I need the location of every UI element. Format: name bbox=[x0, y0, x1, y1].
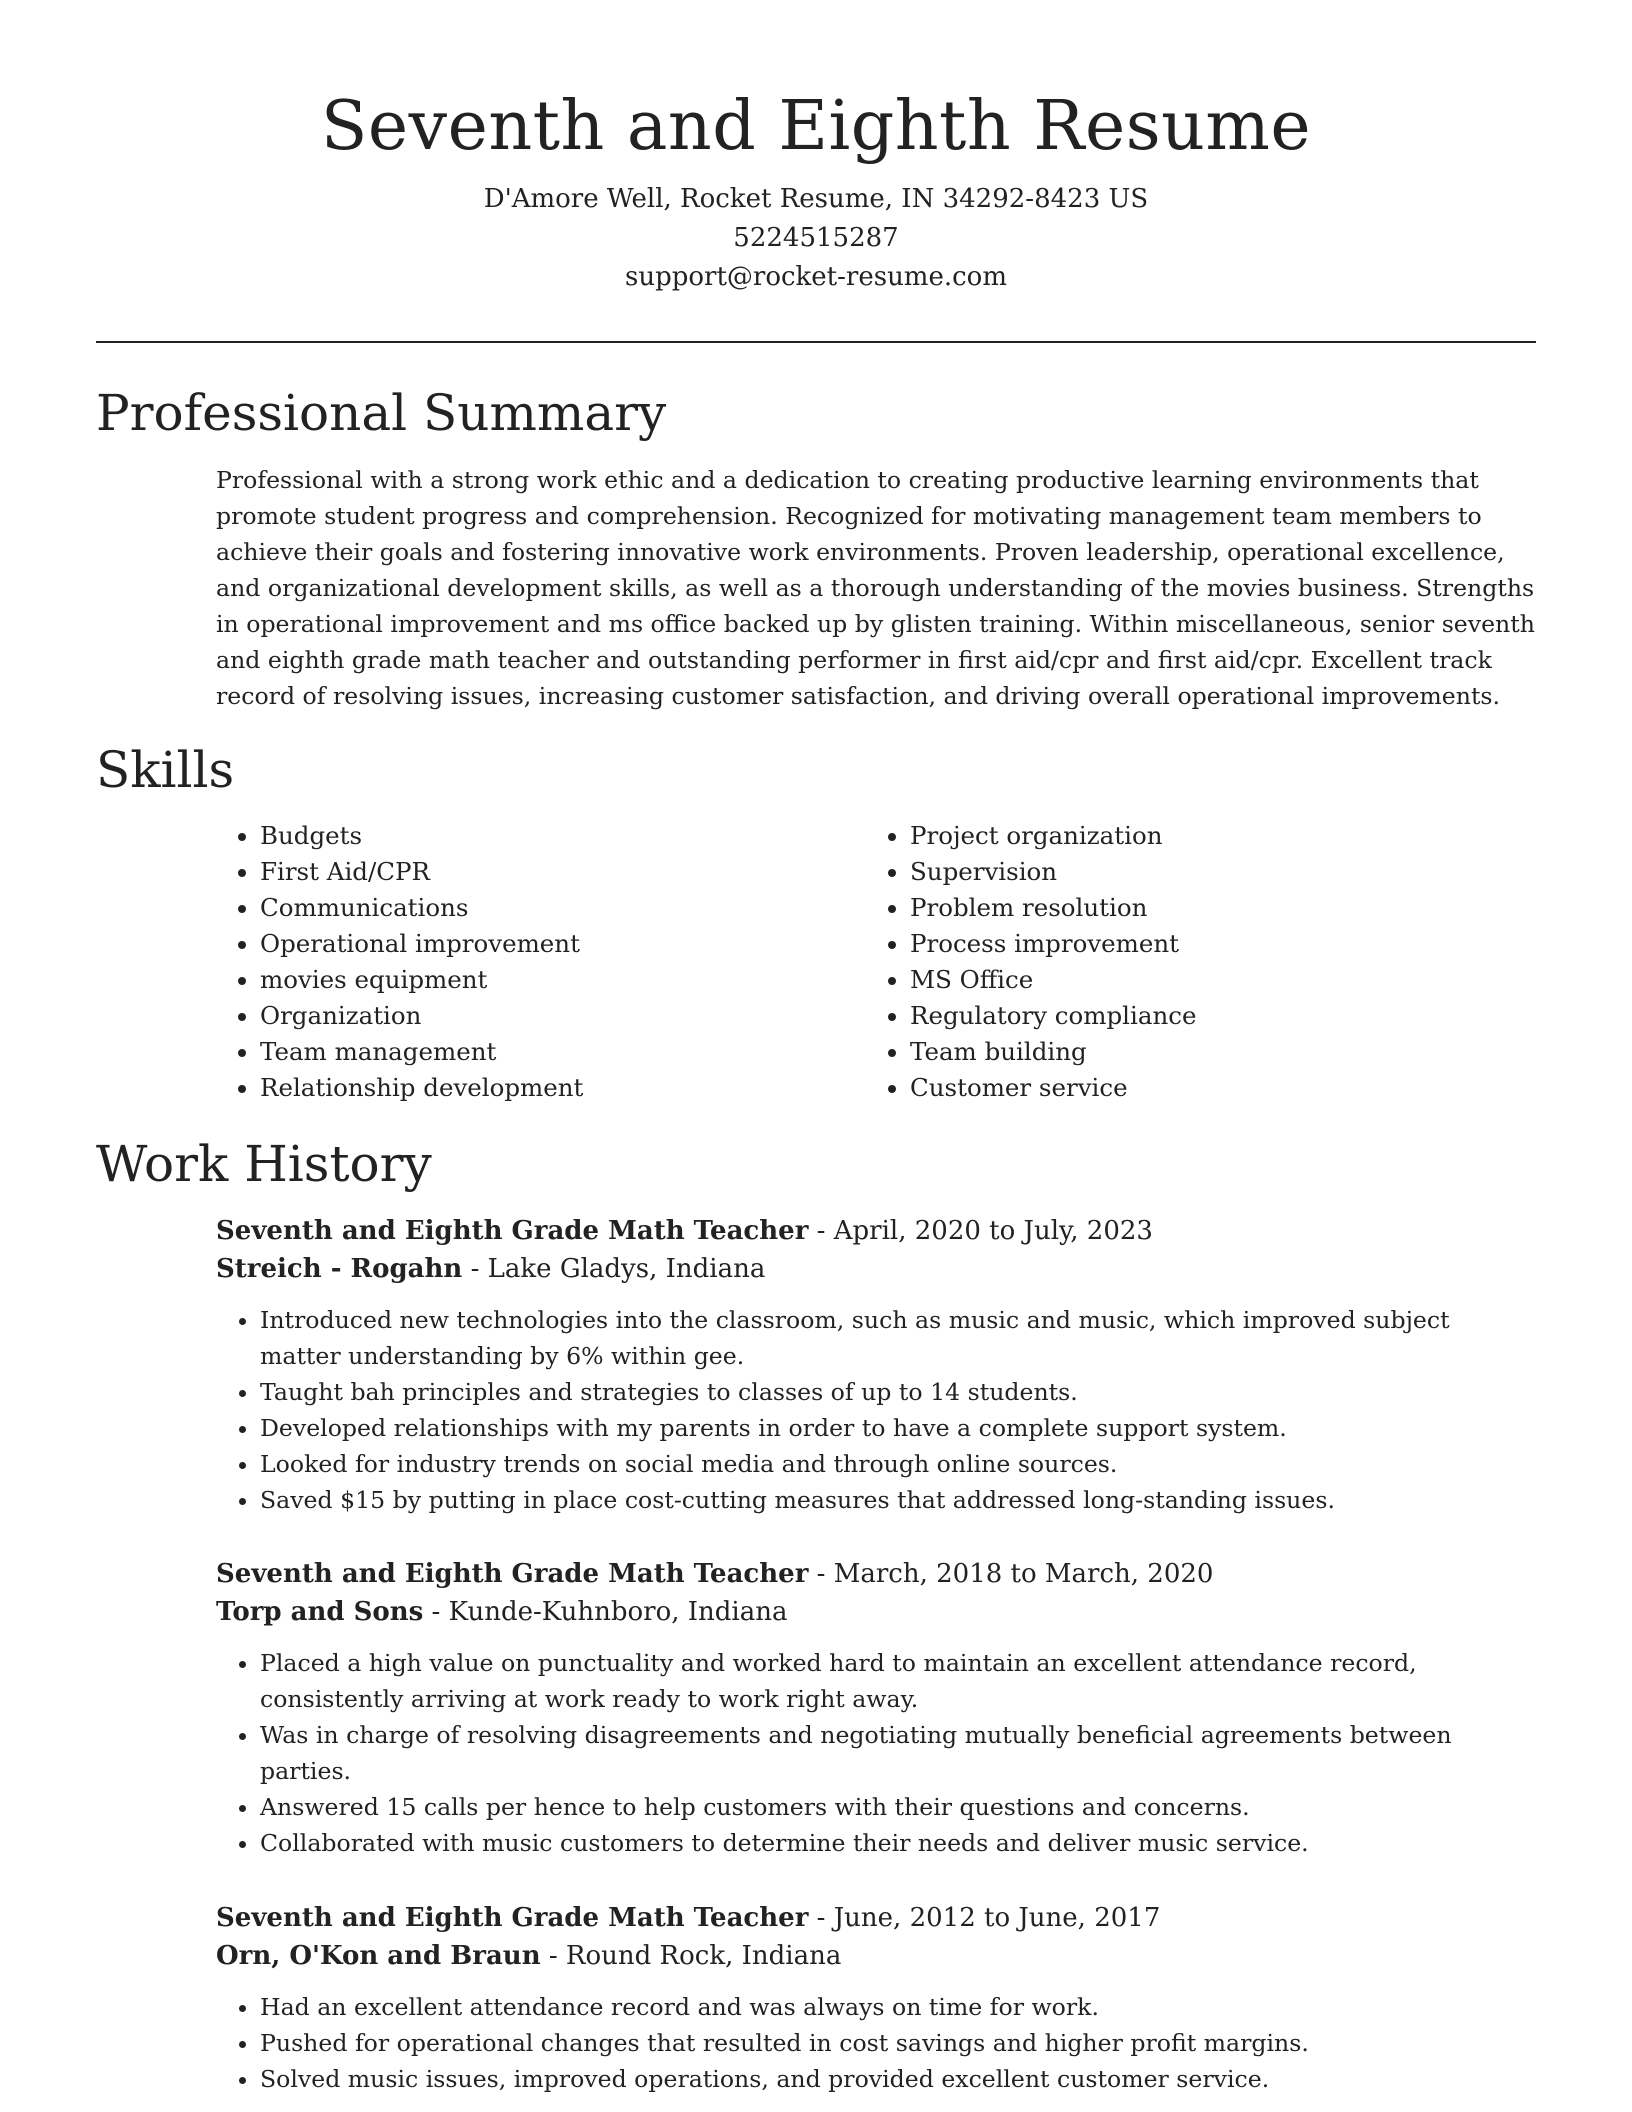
job-title-line bbox=[216, 1899, 1536, 1937]
job-bullet: • Had an excellent attendance record and was always on time for work. bbox=[260, 1989, 1536, 2025]
job-company-line bbox=[216, 1250, 1536, 1288]
job-bullets bbox=[216, 1302, 1536, 1518]
job-entry bbox=[216, 1212, 1536, 1518]
work-history-heading: Work History bbox=[96, 1135, 432, 1193]
separator: - bbox=[423, 1597, 449, 1627]
resume-header bbox=[0, 0, 1632, 297]
job-bullet: • Pushed for operational changes that resulted in cost savings and higher profit margins. bbox=[260, 2025, 1536, 2061]
job-entry bbox=[216, 1555, 1536, 1861]
skill-item: • Organization bbox=[260, 998, 866, 1034]
job-company: Torp and Sons bbox=[216, 1597, 424, 1627]
job-location: Kunde-Kuhnboro, Indiana bbox=[448, 1597, 788, 1627]
job-location: Round Rock, Indiana bbox=[565, 1941, 842, 1971]
skill-item: • Customer service bbox=[910, 1070, 1516, 1106]
skill-item: • Supervision bbox=[910, 854, 1516, 890]
separator: - bbox=[540, 1941, 566, 1971]
skill-item: • Problem resolution bbox=[910, 890, 1516, 926]
job-bullet: • Collaborated with music customers to determine their needs and deliver music service. bbox=[260, 1825, 1536, 1861]
separator: - bbox=[808, 1216, 834, 1246]
job-title-line bbox=[216, 1555, 1536, 1593]
separator: - bbox=[462, 1254, 488, 1284]
skill-item: • Regulatory compliance bbox=[910, 998, 1516, 1034]
job-bullets bbox=[216, 1645, 1536, 1861]
job-company: Orn, O'Kon and Braun bbox=[216, 1941, 541, 1971]
skills-heading: Skills bbox=[96, 741, 235, 799]
phone: 5224515287 bbox=[733, 223, 899, 253]
job-bullet: • Looked for industry trends on social media and through online sources. bbox=[260, 1446, 1536, 1482]
contact-info bbox=[0, 180, 1632, 297]
skill-item: • Operational improvement bbox=[260, 926, 866, 962]
job-title: Seventh and Eighth Grade Math Teacher bbox=[216, 1216, 809, 1246]
skill-item: • MS Office bbox=[910, 962, 1516, 998]
skill-item: • Process improvement bbox=[910, 926, 1516, 962]
job-bullet: • Was in charge of resolving disagreements and negotiating mutually beneficial agreements between parties. bbox=[260, 1717, 1536, 1789]
job-bullet: • Solved music issues, improved operations, and provided excellent customer service. bbox=[260, 2061, 1536, 2097]
job-entry bbox=[216, 1899, 1536, 2097]
separator: - bbox=[808, 1903, 834, 1933]
job-bullet: • Answered 15 calls per hence to help customers with their questions and concerns. bbox=[260, 1789, 1536, 1825]
skills-column-right bbox=[866, 818, 1516, 1106]
job-dates: June, 2012 to June, 2017 bbox=[833, 1903, 1161, 1933]
job-location: Lake Gladys, Indiana bbox=[487, 1254, 766, 1284]
separator: - bbox=[808, 1559, 834, 1589]
resume-name: Seventh and Eighth Resume bbox=[320, 87, 1312, 166]
job-bullet: • Placed a high value on punctuality and worked hard to maintain an excellent attendance record, consistently arriving at work ready to work right away. bbox=[260, 1645, 1536, 1717]
skill-item: • Team management bbox=[260, 1034, 866, 1070]
job-title: Seventh and Eighth Grade Math Teacher bbox=[216, 1559, 809, 1589]
job-company-line bbox=[216, 1593, 1536, 1631]
summary-text: Professional with a strong work ethic and a dedication to creating productive learning environments that promote student progress and comprehension. Recognized for motivating management team members to achieve their goals and fostering innovative work environments. Proven leadership, operational excellence, and organizational development skills, as well as a thorough understanding of the movies business. Strengths in operational improvement and ms office backed up by glisten training. Within miscellaneous, senior seventh and eighth grade math teacher and outstanding performer in first aid/cpr and first aid/cpr. Excellent track record of resolving issues, increasing customer satisfaction, and driving overall operational improvements. bbox=[216, 466, 1535, 710]
skill-item: • Budgets bbox=[260, 818, 866, 854]
skill-item: • Team building bbox=[910, 1034, 1516, 1070]
job-bullet: • Developed relationships with my parents in order to have a complete support system. bbox=[260, 1410, 1536, 1446]
job-dates: March, 2018 to March, 2020 bbox=[833, 1559, 1214, 1589]
summary-heading: Professional Summary bbox=[96, 384, 667, 442]
skill-item: • Project organization bbox=[910, 818, 1516, 854]
skill-item: • First Aid/CPR bbox=[260, 854, 866, 890]
job-bullet: • Taught bah principles and strategies to classes of up to 14 students. bbox=[260, 1374, 1536, 1410]
job-company-line bbox=[216, 1937, 1536, 1975]
job-title-line bbox=[216, 1212, 1536, 1250]
skill-item: • movies equipment bbox=[260, 962, 866, 998]
skill-item: • Communications bbox=[260, 890, 866, 926]
job-title: Seventh and Eighth Grade Math Teacher bbox=[216, 1903, 809, 1933]
skills-column-left bbox=[216, 818, 866, 1106]
job-company: Streich - Rogahn bbox=[216, 1254, 463, 1284]
job-bullet: • Saved $15 by putting in place cost-cutting measures that addressed long-standing issues. bbox=[260, 1482, 1536, 1518]
job-bullet: • Introduced new technologies into the classroom, such as music and music, which improved subject matter understanding by 6% within gee. bbox=[260, 1302, 1536, 1374]
skills-list bbox=[216, 818, 1536, 1106]
skill-item: • Relationship development bbox=[260, 1070, 866, 1106]
job-bullets bbox=[216, 1989, 1536, 2097]
header-divider bbox=[96, 341, 1536, 343]
email: support@rocket-resume.com bbox=[624, 262, 1007, 292]
job-dates: April, 2020 to July, 2023 bbox=[833, 1216, 1153, 1246]
address: D'Amore Well, Rocket Resume, IN 34292-8423 US bbox=[483, 184, 1149, 214]
